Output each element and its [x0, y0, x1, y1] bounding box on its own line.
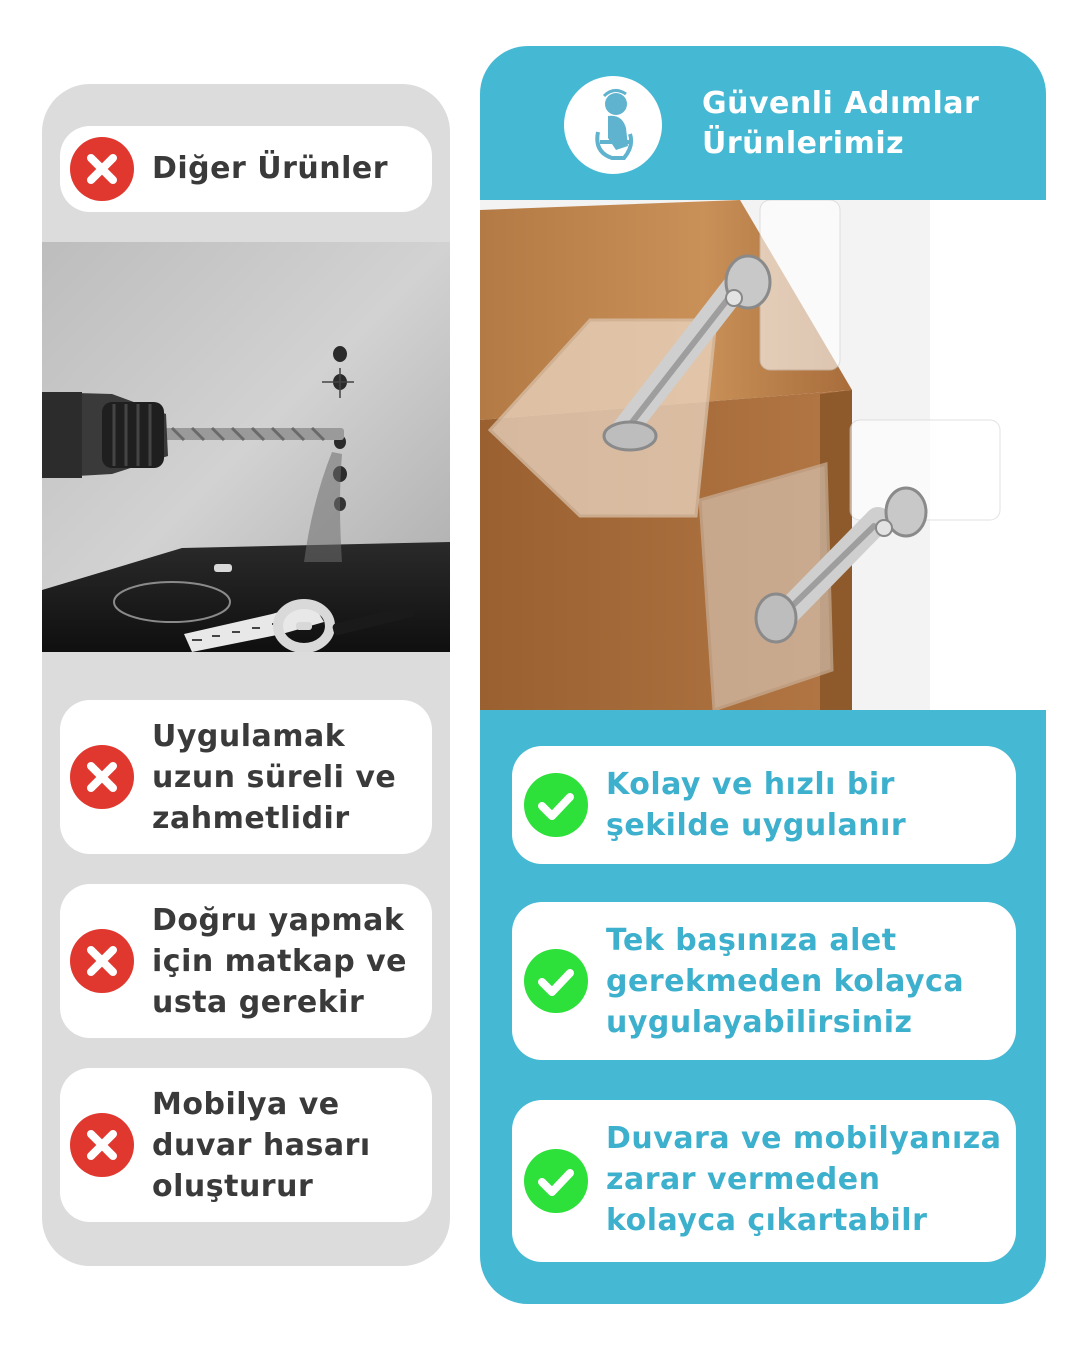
child-toilet-logo-icon	[564, 76, 662, 174]
item-text: Mobilya ve duvar hasarı oluşturur	[152, 1087, 371, 1204]
cabinet-anchor-photo	[480, 200, 1046, 710]
other-products-item-2	[60, 884, 432, 1038]
our-products-item-1	[512, 746, 1016, 864]
other-products-item-1	[60, 700, 432, 854]
other-products-header	[60, 126, 432, 212]
item-text: Uygulamak uzun süreli ve zahmetlidir	[152, 719, 397, 836]
check-circle-icon	[524, 1149, 588, 1213]
item-text: Tek başınıza alet gerekmeden kolayca uygulayabilirsiniz	[606, 923, 965, 1040]
our-products-item-2	[512, 902, 1016, 1060]
drill-wall-photo	[42, 242, 450, 652]
x-circle-icon	[70, 929, 134, 993]
other-products-item-3	[60, 1068, 432, 1222]
x-circle-icon	[70, 745, 134, 809]
item-text: Kolay ve hızlı bir şekilde uygulanır	[606, 767, 907, 843]
x-circle-icon	[70, 137, 134, 201]
check-circle-icon	[524, 949, 588, 1013]
x-circle-icon	[70, 1113, 134, 1177]
item-text: Doğru yapmak için matkap ve usta gerekir	[152, 903, 408, 1020]
our-products-item-3	[512, 1100, 1016, 1262]
other-products-title: Diğer Ürünler	[152, 151, 389, 186]
brand-title: Güvenli Adımlar Ürünlerimiz	[702, 86, 980, 161]
item-text: Duvara ve mobilyanıza zarar vermeden kolayca çıkartabilr	[606, 1121, 1002, 1238]
check-circle-icon	[524, 773, 588, 837]
